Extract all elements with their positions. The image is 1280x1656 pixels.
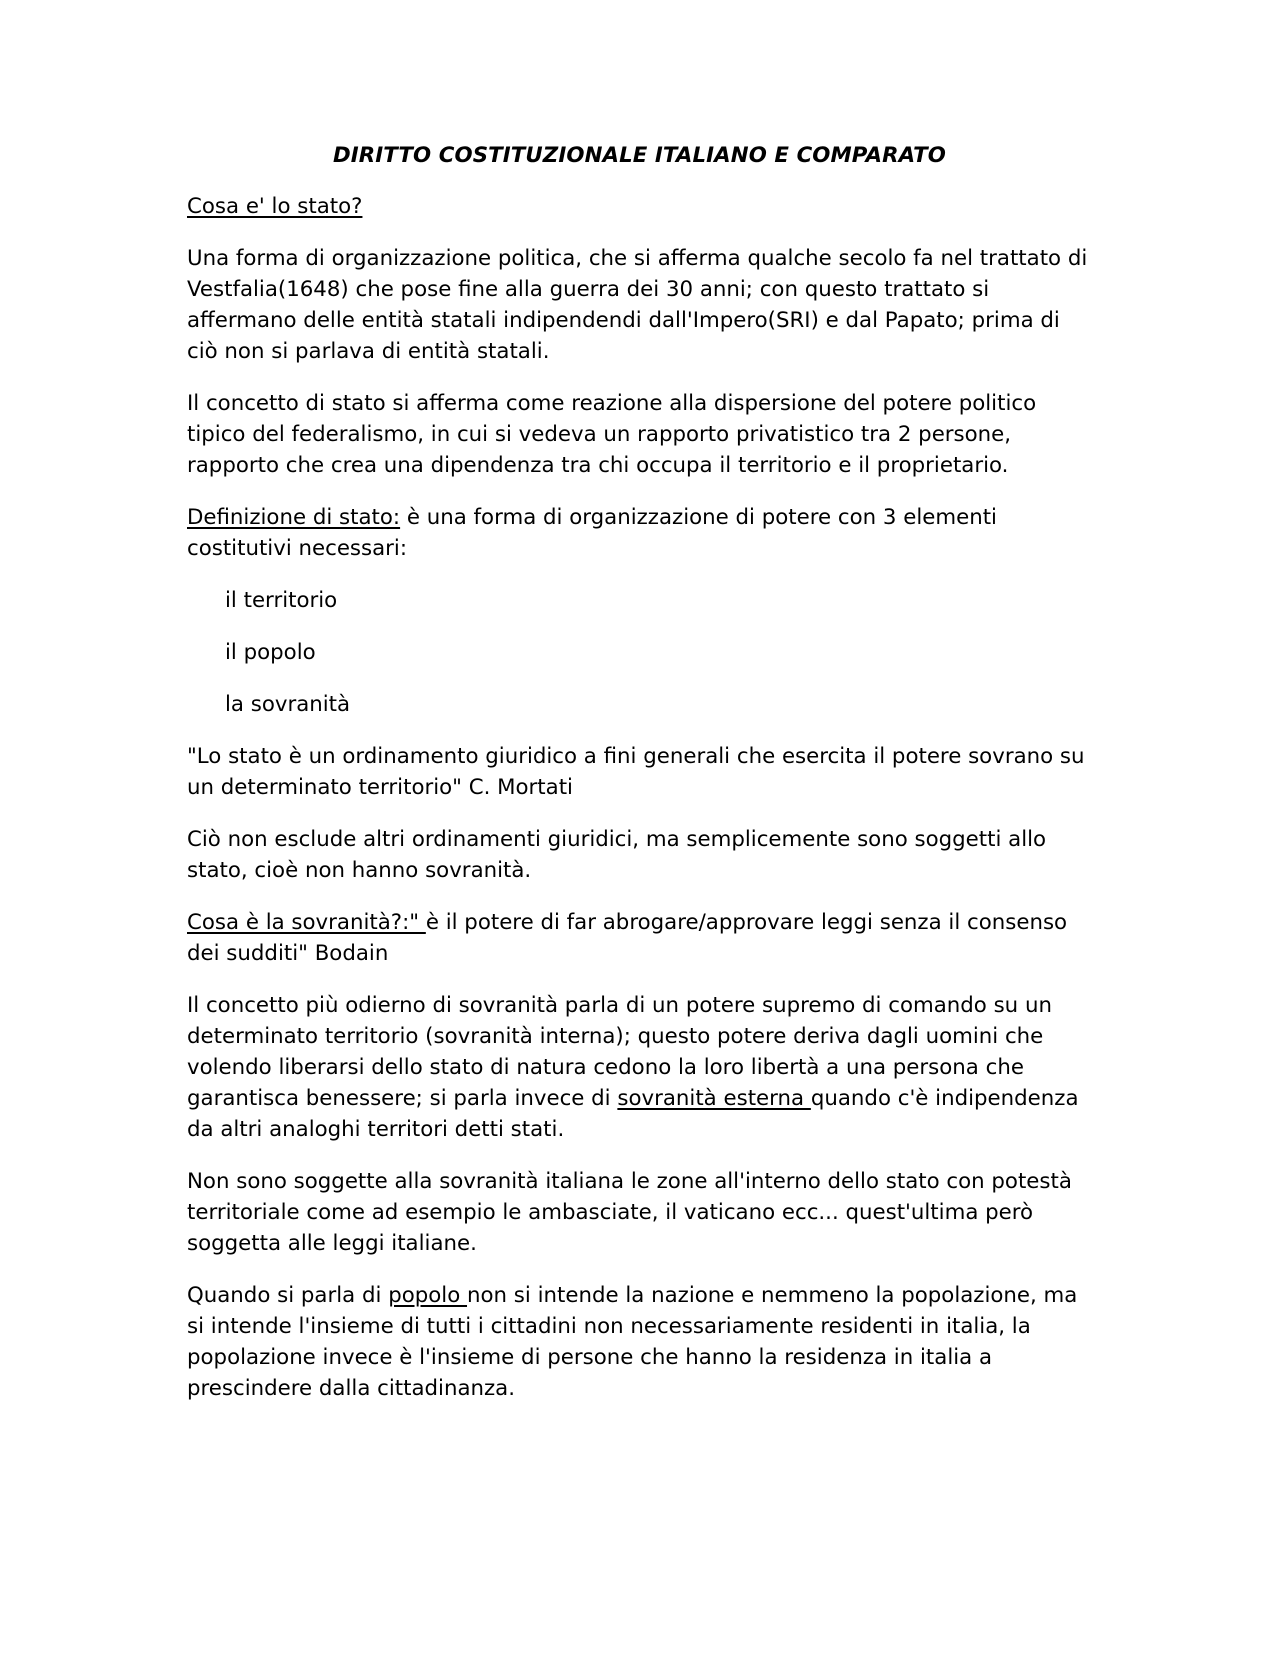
definizione-text: è una forma di organizzazione di potere con 3 elementi costitutivi necessari: <box>187 505 997 561</box>
document-title: DIRITTO COSTITUZIONALE ITALIANO E COMPARATO <box>332 143 947 168</box>
definizione-label: Definizione di stato: <box>187 505 401 530</box>
popolo-text-a: Quando si parla di <box>187 1283 389 1308</box>
heading-cosa-stato <box>187 191 1092 222</box>
paragraph-popolo <box>187 1280 1092 1404</box>
paragraph-ordinamenti: Ciò non esclude altri ordinamenti giuridici, ma semplicemente sono soggetti allo stato, cioè non hanno sovranità. <box>187 827 1047 883</box>
paragraph-zone-non-soggette: Non sono soggette alla sovranità italiana le zone all'interno dello stato con potestà territoriale come ad esempio le ambasciate, il vaticano ecc... quest'ultima però soggetta alle leggi italiane. <box>187 1169 1072 1256</box>
heading-text: Cosa e' lo stato? <box>187 194 363 219</box>
sovranita-label: Cosa è la sovranità?:" <box>187 910 426 935</box>
sovranita-esterna-term: sovranità esterna <box>617 1086 811 1111</box>
sovranita-odierna-text-b: quando c'è indipendenza da altri analoghi territori detti stati. <box>187 1086 1079 1142</box>
element-popolo: il popolo <box>225 640 316 665</box>
element-territorio: il territorio <box>225 588 338 613</box>
paragraph-concetto-stato: Il concetto di stato si afferma come reazione alla dispersione del potere politico tipico del federalismo, in cui si vedeva un rapporto privatistico tra 2 persone, rapporto che crea una dipendenza tra chi occupa il territorio e il proprietario. <box>187 391 1037 478</box>
element-sovranita: la sovranità <box>225 692 351 717</box>
paragraph-vestfalia: Una forma di organizzazione politica, che si afferma qualche secolo fa nel trattato di Vestfalia(1648) che pose fine alla guerra dei 30 anni; con questo trattato si affermano delle entità statali indipendendi dall'Impero(SRI) e dal Papato; prima di ciò non si parlava di entità statali. <box>187 246 1088 364</box>
document-page <box>187 140 1092 1425</box>
paragraph-definizione <box>187 502 1092 564</box>
sovranita-odierna-text-a: Il concetto più odierno di sovranità parla di un potere supremo di comando su un determinato territorio (sovranità interna); questo potere deriva dagli uomini che volendo liberarsi dello stato di natura cedono la loro libertà a una persona che garantisca benessere; si parla invece di <box>187 993 1052 1111</box>
paragraph-sovranita-odierna <box>187 990 1092 1145</box>
popolo-text-b: non si intende la nazione e nemmeno la popolazione, ma si intende l'insieme di tutti i cittadini non necessariamente residenti in italia, la popolazione invece è l'insieme di persone che hanno la residenza in italia a prescindere dalla cittadinanza. <box>187 1283 1078 1401</box>
sovranita-text: è il potere di far abrogare/approvare leggi senza il consenso dei sudditi" Bodain <box>187 910 1068 966</box>
paragraph-sovranita-definizione <box>187 907 1092 969</box>
popolo-term: popolo <box>388 1283 468 1308</box>
quote-mortati: "Lo stato è un ordinamento giuridico a fini generali che esercita il potere sovrano su un determinato territorio" C. Mortati <box>187 744 1085 800</box>
